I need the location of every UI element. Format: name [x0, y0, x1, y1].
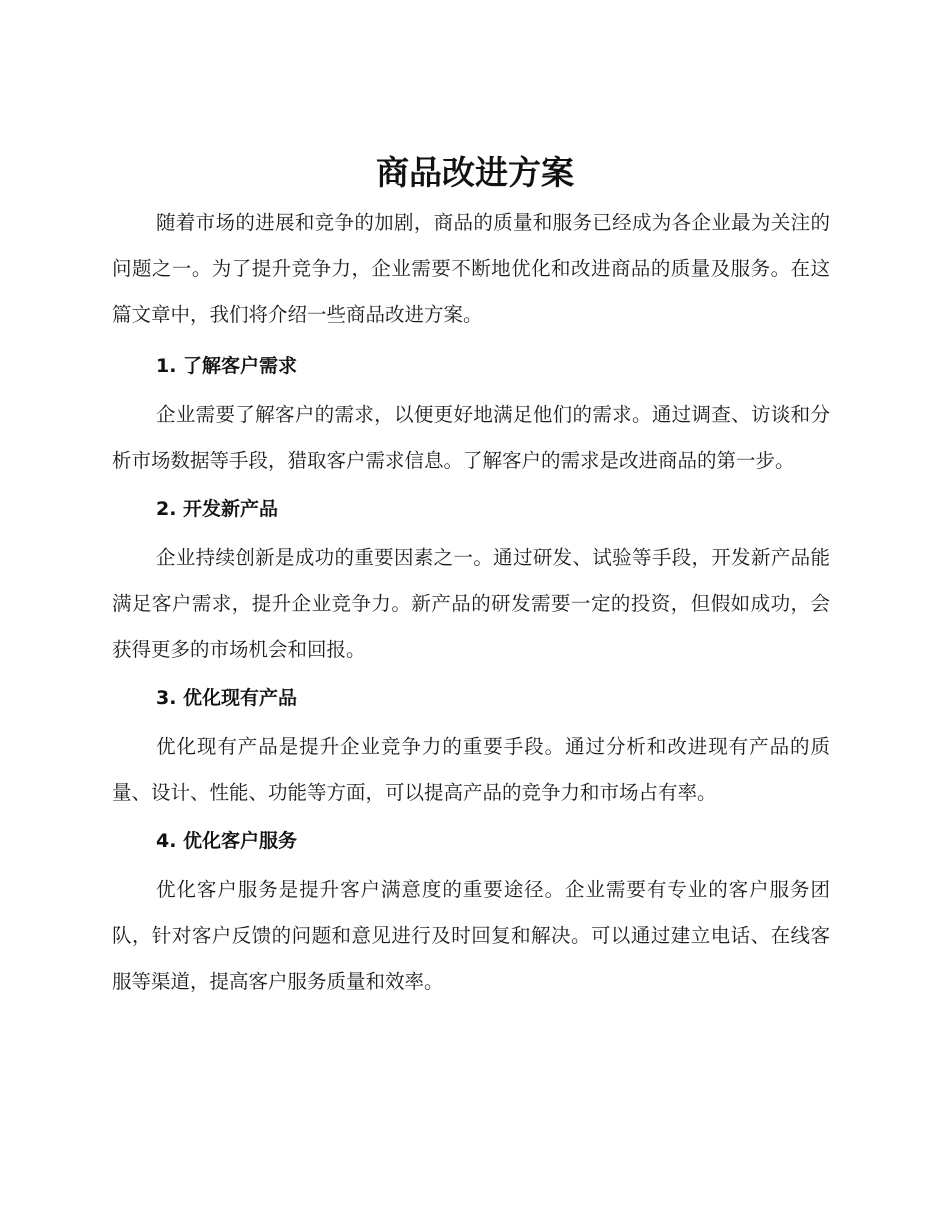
section-heading-3: 3. 优化现有产品 [156, 687, 298, 709]
section-paragraph-3: 优化现有产品是提升企业竞争力的重要手段。通过分析和改进现有产品的质量、设计、性能、功能等方面，可以提高产品的竞争力和市场占有率。 [112, 735, 830, 804]
intro-paragraph: 随着市场的进展和竞争的加剧，商品的质量和服务已经成为各企业最为关注的问题之一。为了提升竞争力，企业需要不断地优化和改进商品的质量及服务。在这篇文章中，我们将介绍一些商品改进方案。 [112, 211, 830, 326]
document-title: 商品改进方案 [376, 153, 574, 192]
section-paragraph-2: 企业持续创新是成功的重要因素之一。通过研发、试验等手段，开发新产品能满足客户需求，提升企业竞争力。新产品的研发需要一定的投资，但假如成功，会获得更多的市场机会和回报。 [112, 546, 830, 661]
section-heading-1: 1. 了解客户需求 [156, 355, 298, 377]
section-paragraph-4: 优化客户服务是提升客户满意度的重要途径。企业需要有专业的客户服务团队，针对客户反馈的问题和意见进行及时回复和解决。可以通过建立电话、在线客服等渠道，提高客户服务质量和效率。 [112, 878, 830, 993]
section-heading-4: 4. 优化客户服务 [156, 830, 298, 852]
section-heading-2: 2. 开发新产品 [156, 498, 279, 520]
document-body [112, 200, 830, 1005]
section-paragraph-1: 企业需要了解客户的需求，以便更好地满足他们的需求。通过调查、访谈和分析市场数据等手段，猎取客户需求信息。了解客户的需求是改进商品的第一步。 [112, 403, 830, 472]
